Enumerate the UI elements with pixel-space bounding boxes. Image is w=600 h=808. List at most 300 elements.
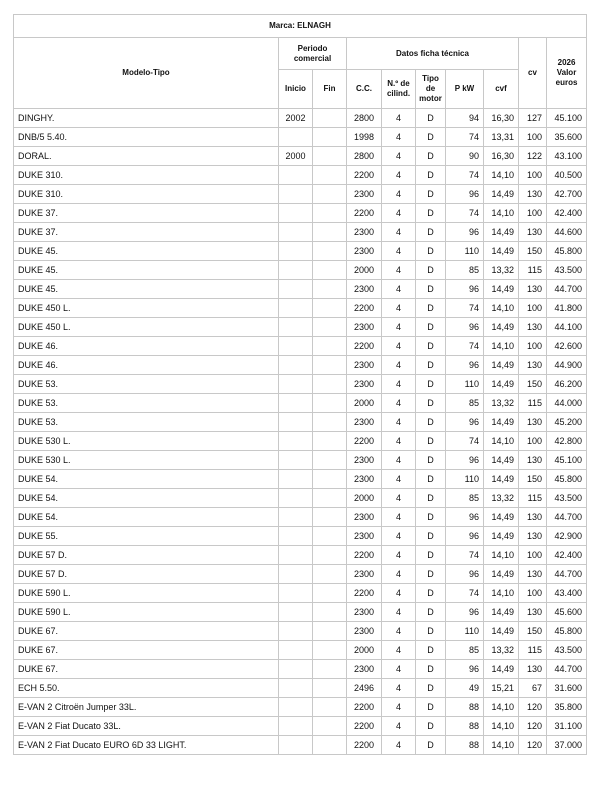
cv-cell: 100 <box>519 299 547 318</box>
table-row <box>14 109 587 128</box>
cc-cell: 2496 <box>347 679 382 698</box>
cvf-cell: 14,49 <box>484 470 519 489</box>
cc-cell: 2300 <box>347 223 382 242</box>
motor-type-cell: D <box>416 641 446 660</box>
cvf-cell: 14,49 <box>484 413 519 432</box>
table-row <box>14 223 587 242</box>
table-row <box>14 698 587 717</box>
cv-cell: 100 <box>519 204 547 223</box>
end-cell <box>313 584 347 603</box>
model-cell: DUKE 54. <box>14 470 279 489</box>
table-row <box>14 375 587 394</box>
value-cell: 35.600 <box>547 128 587 147</box>
model-cell: ECH 5.50. <box>14 679 279 698</box>
start-cell <box>279 242 313 261</box>
start-cell <box>279 527 313 546</box>
end-cell <box>313 508 347 527</box>
model-cell: DUKE 530 L. <box>14 451 279 470</box>
cvf-cell: 14,49 <box>484 223 519 242</box>
cylinders-cell: 4 <box>382 736 416 755</box>
start-cell <box>279 641 313 660</box>
end-cell <box>313 394 347 413</box>
motor-type-cell: D <box>416 318 446 337</box>
cv-cell: 130 <box>519 413 547 432</box>
table-row <box>14 470 587 489</box>
motor-type-cell: D <box>416 717 446 736</box>
value-cell: 42.400 <box>547 546 587 565</box>
table-row <box>14 299 587 318</box>
cylinders-cell: 4 <box>382 204 416 223</box>
value-cell: 45.800 <box>547 242 587 261</box>
model-cell: DUKE 310. <box>14 185 279 204</box>
cv-cell: 120 <box>519 717 547 736</box>
start-cell <box>279 603 313 622</box>
table-row <box>14 565 587 584</box>
end-cell <box>313 736 347 755</box>
cv-cell: 100 <box>519 128 547 147</box>
end-cell <box>313 565 347 584</box>
pkw-cell: 96 <box>446 527 484 546</box>
cc-cell: 2300 <box>347 375 382 394</box>
cc-cell: 2800 <box>347 109 382 128</box>
model-type-header: Modelo-Tipo <box>14 38 279 109</box>
motor-type-cell: D <box>416 584 446 603</box>
cylinders-cell: 4 <box>382 641 416 660</box>
value-cell: 44.900 <box>547 356 587 375</box>
motor-type-cell: D <box>416 280 446 299</box>
cc-header: C.C. <box>347 70 382 109</box>
table-row <box>14 527 587 546</box>
table-row <box>14 185 587 204</box>
cv-cell: 150 <box>519 242 547 261</box>
pkw-cell: 85 <box>446 261 484 280</box>
cylinders-cell: 4 <box>382 679 416 698</box>
header-row-top <box>14 38 587 70</box>
cvf-cell: 13,32 <box>484 641 519 660</box>
cylinders-cell: 4 <box>382 394 416 413</box>
motor-type-cell: D <box>416 147 446 166</box>
end-cell <box>313 242 347 261</box>
cylinders-cell: 4 <box>382 185 416 204</box>
cylinders-cell: 4 <box>382 660 416 679</box>
end-cell <box>313 337 347 356</box>
motor-type-header: Tipo de motor <box>416 70 446 109</box>
cvf-cell: 13,32 <box>484 394 519 413</box>
model-cell: DUKE 37. <box>14 204 279 223</box>
motor-type-cell: D <box>416 128 446 147</box>
value-cell: 44.700 <box>547 280 587 299</box>
cvf-cell: 14,10 <box>484 432 519 451</box>
cc-cell: 2300 <box>347 603 382 622</box>
start-cell <box>279 394 313 413</box>
table-row <box>14 356 587 375</box>
pkw-header: P kW <box>446 70 484 109</box>
value-cell: 45.600 <box>547 603 587 622</box>
value-cell: 45.200 <box>547 413 587 432</box>
value-cell: 44.700 <box>547 565 587 584</box>
table-row <box>14 736 587 755</box>
value-euros-header: 2026 Valor euros <box>547 38 587 109</box>
pkw-cell: 85 <box>446 489 484 508</box>
cv-cell: 122 <box>519 147 547 166</box>
value-cell: 43.500 <box>547 641 587 660</box>
cylinders-cell: 4 <box>382 603 416 622</box>
cc-cell: 2300 <box>347 470 382 489</box>
cylinders-cell: 4 <box>382 546 416 565</box>
cvf-cell: 13,32 <box>484 261 519 280</box>
start-cell <box>279 508 313 527</box>
pkw-cell: 85 <box>446 394 484 413</box>
cvf-cell: 14,49 <box>484 356 519 375</box>
end-cell <box>313 280 347 299</box>
cvf-cell: 14,49 <box>484 451 519 470</box>
pkw-cell: 96 <box>446 508 484 527</box>
cvf-cell: 14,49 <box>484 318 519 337</box>
cv-cell: 150 <box>519 470 547 489</box>
model-cell: DUKE 530 L. <box>14 432 279 451</box>
cc-cell: 2000 <box>347 261 382 280</box>
motor-type-cell: D <box>416 204 446 223</box>
cc-cell: 2200 <box>347 546 382 565</box>
end-cell <box>313 603 347 622</box>
cylinders-cell: 4 <box>382 242 416 261</box>
model-cell: DUKE 590 L. <box>14 603 279 622</box>
cvf-cell: 14,49 <box>484 527 519 546</box>
start-cell <box>279 679 313 698</box>
start-cell <box>279 166 313 185</box>
pkw-cell: 96 <box>446 451 484 470</box>
pkw-cell: 74 <box>446 432 484 451</box>
motor-type-cell: D <box>416 679 446 698</box>
cc-cell: 2300 <box>347 356 382 375</box>
value-cell: 45.100 <box>547 109 587 128</box>
cc-cell: 2200 <box>347 299 382 318</box>
end-cell <box>313 185 347 204</box>
motor-type-cell: D <box>416 451 446 470</box>
valuation-table <box>13 14 587 755</box>
motor-type-cell: D <box>416 489 446 508</box>
pkw-cell: 110 <box>446 375 484 394</box>
pkw-cell: 96 <box>446 603 484 622</box>
start-cell <box>279 299 313 318</box>
cc-cell: 2200 <box>347 736 382 755</box>
cv-cell: 67 <box>519 679 547 698</box>
end-cell <box>313 318 347 337</box>
table-row <box>14 242 587 261</box>
cylinders-cell: 4 <box>382 356 416 375</box>
start-cell: 2000 <box>279 147 313 166</box>
cylinders-cell: 4 <box>382 565 416 584</box>
pkw-cell: 96 <box>446 565 484 584</box>
start-cell <box>279 622 313 641</box>
end-cell <box>313 413 347 432</box>
cvf-cell: 16,30 <box>484 147 519 166</box>
table-row <box>14 147 587 166</box>
motor-type-cell: D <box>416 375 446 394</box>
cv-cell: 130 <box>519 508 547 527</box>
end-cell <box>313 489 347 508</box>
motor-type-cell: D <box>416 432 446 451</box>
motor-type-cell: D <box>416 394 446 413</box>
pkw-cell: 110 <box>446 242 484 261</box>
technical-data-header: Datos ficha técnica <box>347 38 519 70</box>
cylinders-cell: 4 <box>382 261 416 280</box>
cylinders-cell: 4 <box>382 451 416 470</box>
model-cell: DUKE 57 D. <box>14 565 279 584</box>
model-cell: E-VAN 2 Fiat Ducato EURO 6D 33 LIGHT. <box>14 736 279 755</box>
model-cell: E-VAN 2 Citroën Jumper 33L. <box>14 698 279 717</box>
cc-cell: 2300 <box>347 280 382 299</box>
start-cell <box>279 432 313 451</box>
model-cell: DUKE 46. <box>14 337 279 356</box>
value-cell: 35.800 <box>547 698 587 717</box>
start-cell <box>279 698 313 717</box>
table-row <box>14 622 587 641</box>
start-cell <box>279 280 313 299</box>
cc-cell: 2200 <box>347 717 382 736</box>
cc-cell: 2200 <box>347 432 382 451</box>
cv-cell: 150 <box>519 622 547 641</box>
model-cell: DUKE 590 L. <box>14 584 279 603</box>
cc-cell: 1998 <box>347 128 382 147</box>
model-cell: DUKE 45. <box>14 242 279 261</box>
pkw-cell: 110 <box>446 470 484 489</box>
cvf-cell: 14,10 <box>484 584 519 603</box>
cvf-cell: 13,32 <box>484 489 519 508</box>
pkw-cell: 88 <box>446 698 484 717</box>
model-cell: DINGHY. <box>14 109 279 128</box>
table-row <box>14 413 587 432</box>
value-cell: 42.700 <box>547 185 587 204</box>
end-cell <box>313 451 347 470</box>
cvf-cell: 14,49 <box>484 660 519 679</box>
start-cell <box>279 660 313 679</box>
cc-cell: 2300 <box>347 527 382 546</box>
motor-type-cell: D <box>416 109 446 128</box>
motor-type-cell: D <box>416 470 446 489</box>
model-cell: DUKE 450 L. <box>14 318 279 337</box>
cv-cell: 130 <box>519 565 547 584</box>
end-cell <box>313 527 347 546</box>
cvf-cell: 14,49 <box>484 508 519 527</box>
cv-cell: 130 <box>519 185 547 204</box>
start-cell <box>279 318 313 337</box>
cc-cell: 2200 <box>347 166 382 185</box>
cv-cell: 100 <box>519 432 547 451</box>
pkw-cell: 74 <box>446 584 484 603</box>
end-header: Fin <box>313 70 347 109</box>
pkw-cell: 74 <box>446 337 484 356</box>
start-cell <box>279 185 313 204</box>
motor-type-cell: D <box>416 546 446 565</box>
model-cell: DUKE 450 L. <box>14 299 279 318</box>
cylinders-cell: 4 <box>382 413 416 432</box>
value-cell: 45.100 <box>547 451 587 470</box>
table-row <box>14 280 587 299</box>
start-cell <box>279 489 313 508</box>
cylinders-cell: 4 <box>382 109 416 128</box>
motor-type-cell: D <box>416 565 446 584</box>
cvf-cell: 14,49 <box>484 565 519 584</box>
table-row <box>14 394 587 413</box>
value-cell: 45.800 <box>547 622 587 641</box>
model-cell: DUKE 37. <box>14 223 279 242</box>
start-cell <box>279 717 313 736</box>
table-row <box>14 261 587 280</box>
end-cell <box>313 375 347 394</box>
end-cell <box>313 546 347 565</box>
end-cell <box>313 128 347 147</box>
pkw-cell: 49 <box>446 679 484 698</box>
table-row <box>14 584 587 603</box>
motor-type-cell: D <box>416 185 446 204</box>
table-row <box>14 451 587 470</box>
start-cell <box>279 337 313 356</box>
motor-type-cell: D <box>416 413 446 432</box>
cv-cell: 130 <box>519 223 547 242</box>
value-cell: 31.100 <box>547 717 587 736</box>
model-cell: DUKE 54. <box>14 489 279 508</box>
cvf-cell: 14,10 <box>484 337 519 356</box>
table-row <box>14 128 587 147</box>
motor-type-cell: D <box>416 337 446 356</box>
cc-cell: 2200 <box>347 698 382 717</box>
cv-header: cv <box>519 38 547 109</box>
pkw-cell: 90 <box>446 147 484 166</box>
cylinders-cell: 4 <box>382 166 416 185</box>
table-row <box>14 546 587 565</box>
cvf-cell: 14,10 <box>484 546 519 565</box>
start-cell: 2002 <box>279 109 313 128</box>
motor-type-cell: D <box>416 622 446 641</box>
cylinders-cell: 4 <box>382 584 416 603</box>
motor-type-cell: D <box>416 166 446 185</box>
cylinders-cell: 4 <box>382 299 416 318</box>
cv-cell: 120 <box>519 698 547 717</box>
table-row <box>14 166 587 185</box>
cylinders-cell: 4 <box>382 470 416 489</box>
value-cell: 43.500 <box>547 261 587 280</box>
pkw-cell: 74 <box>446 166 484 185</box>
pkw-cell: 96 <box>446 356 484 375</box>
cv-cell: 115 <box>519 641 547 660</box>
cc-cell: 2300 <box>347 318 382 337</box>
value-cell: 40.500 <box>547 166 587 185</box>
cylinders-cell: 4 <box>382 622 416 641</box>
pkw-cell: 74 <box>446 204 484 223</box>
start-cell <box>279 736 313 755</box>
cv-cell: 115 <box>519 489 547 508</box>
end-cell <box>313 432 347 451</box>
end-cell <box>313 299 347 318</box>
cylinders-cell: 4 <box>382 318 416 337</box>
cv-cell: 100 <box>519 337 547 356</box>
cv-cell: 100 <box>519 584 547 603</box>
pkw-cell: 88 <box>446 717 484 736</box>
cv-cell: 150 <box>519 375 547 394</box>
cvf-cell: 14,49 <box>484 242 519 261</box>
motor-type-cell: D <box>416 223 446 242</box>
cc-cell: 2300 <box>347 508 382 527</box>
motor-type-cell: D <box>416 508 446 527</box>
value-cell: 31.600 <box>547 679 587 698</box>
model-cell: DUKE 54. <box>14 508 279 527</box>
value-cell: 44.700 <box>547 508 587 527</box>
cv-cell: 130 <box>519 660 547 679</box>
cvf-cell: 14,10 <box>484 166 519 185</box>
model-cell: E-VAN 2 Fiat Ducato 33L. <box>14 717 279 736</box>
cylinders-cell: 4 <box>382 717 416 736</box>
end-cell <box>313 660 347 679</box>
value-cell: 44.700 <box>547 660 587 679</box>
cvf-cell: 14,49 <box>484 280 519 299</box>
cvf-cell: 14,10 <box>484 698 519 717</box>
table-row <box>14 717 587 736</box>
end-cell <box>313 717 347 736</box>
cc-cell: 2000 <box>347 489 382 508</box>
cc-cell: 2200 <box>347 337 382 356</box>
end-cell <box>313 679 347 698</box>
start-cell <box>279 451 313 470</box>
cc-cell: 2300 <box>347 185 382 204</box>
cvf-cell: 14,49 <box>484 622 519 641</box>
cv-cell: 120 <box>519 736 547 755</box>
commercial-period-header: Periodo comercial <box>279 38 347 70</box>
model-cell: DNB/5 5.40. <box>14 128 279 147</box>
cc-cell: 2300 <box>347 660 382 679</box>
end-cell <box>313 166 347 185</box>
cvf-cell: 14,49 <box>484 603 519 622</box>
motor-type-cell: D <box>416 736 446 755</box>
value-cell: 42.600 <box>547 337 587 356</box>
start-cell <box>279 470 313 489</box>
cvf-cell: 14,10 <box>484 717 519 736</box>
pkw-cell: 96 <box>446 318 484 337</box>
motor-type-cell: D <box>416 603 446 622</box>
cv-cell: 130 <box>519 280 547 299</box>
motor-type-cell: D <box>416 299 446 318</box>
start-cell <box>279 584 313 603</box>
cc-cell: 2300 <box>347 622 382 641</box>
brand-header-row <box>14 15 587 38</box>
start-cell <box>279 128 313 147</box>
motor-type-cell: D <box>416 242 446 261</box>
table-row <box>14 432 587 451</box>
value-cell: 43.500 <box>547 489 587 508</box>
cylinders-cell: 4 <box>382 508 416 527</box>
cylinders-cell: 4 <box>382 280 416 299</box>
pkw-cell: 94 <box>446 109 484 128</box>
table-body <box>14 109 587 755</box>
cylinders-cell: 4 <box>382 128 416 147</box>
model-cell: DUKE 53. <box>14 375 279 394</box>
value-cell: 44.100 <box>547 318 587 337</box>
pkw-cell: 96 <box>446 280 484 299</box>
cc-cell: 2200 <box>347 204 382 223</box>
model-cell: DUKE 67. <box>14 660 279 679</box>
cylinders-cell: 4 <box>382 147 416 166</box>
cc-cell: 2300 <box>347 451 382 470</box>
value-cell: 43.100 <box>547 147 587 166</box>
cvf-cell: 16,30 <box>484 109 519 128</box>
cv-cell: 100 <box>519 166 547 185</box>
cvf-cell: 15,21 <box>484 679 519 698</box>
table-row <box>14 318 587 337</box>
pkw-cell: 96 <box>446 413 484 432</box>
motor-type-cell: D <box>416 261 446 280</box>
value-cell: 44.600 <box>547 223 587 242</box>
cylinders-cell: 4 <box>382 337 416 356</box>
